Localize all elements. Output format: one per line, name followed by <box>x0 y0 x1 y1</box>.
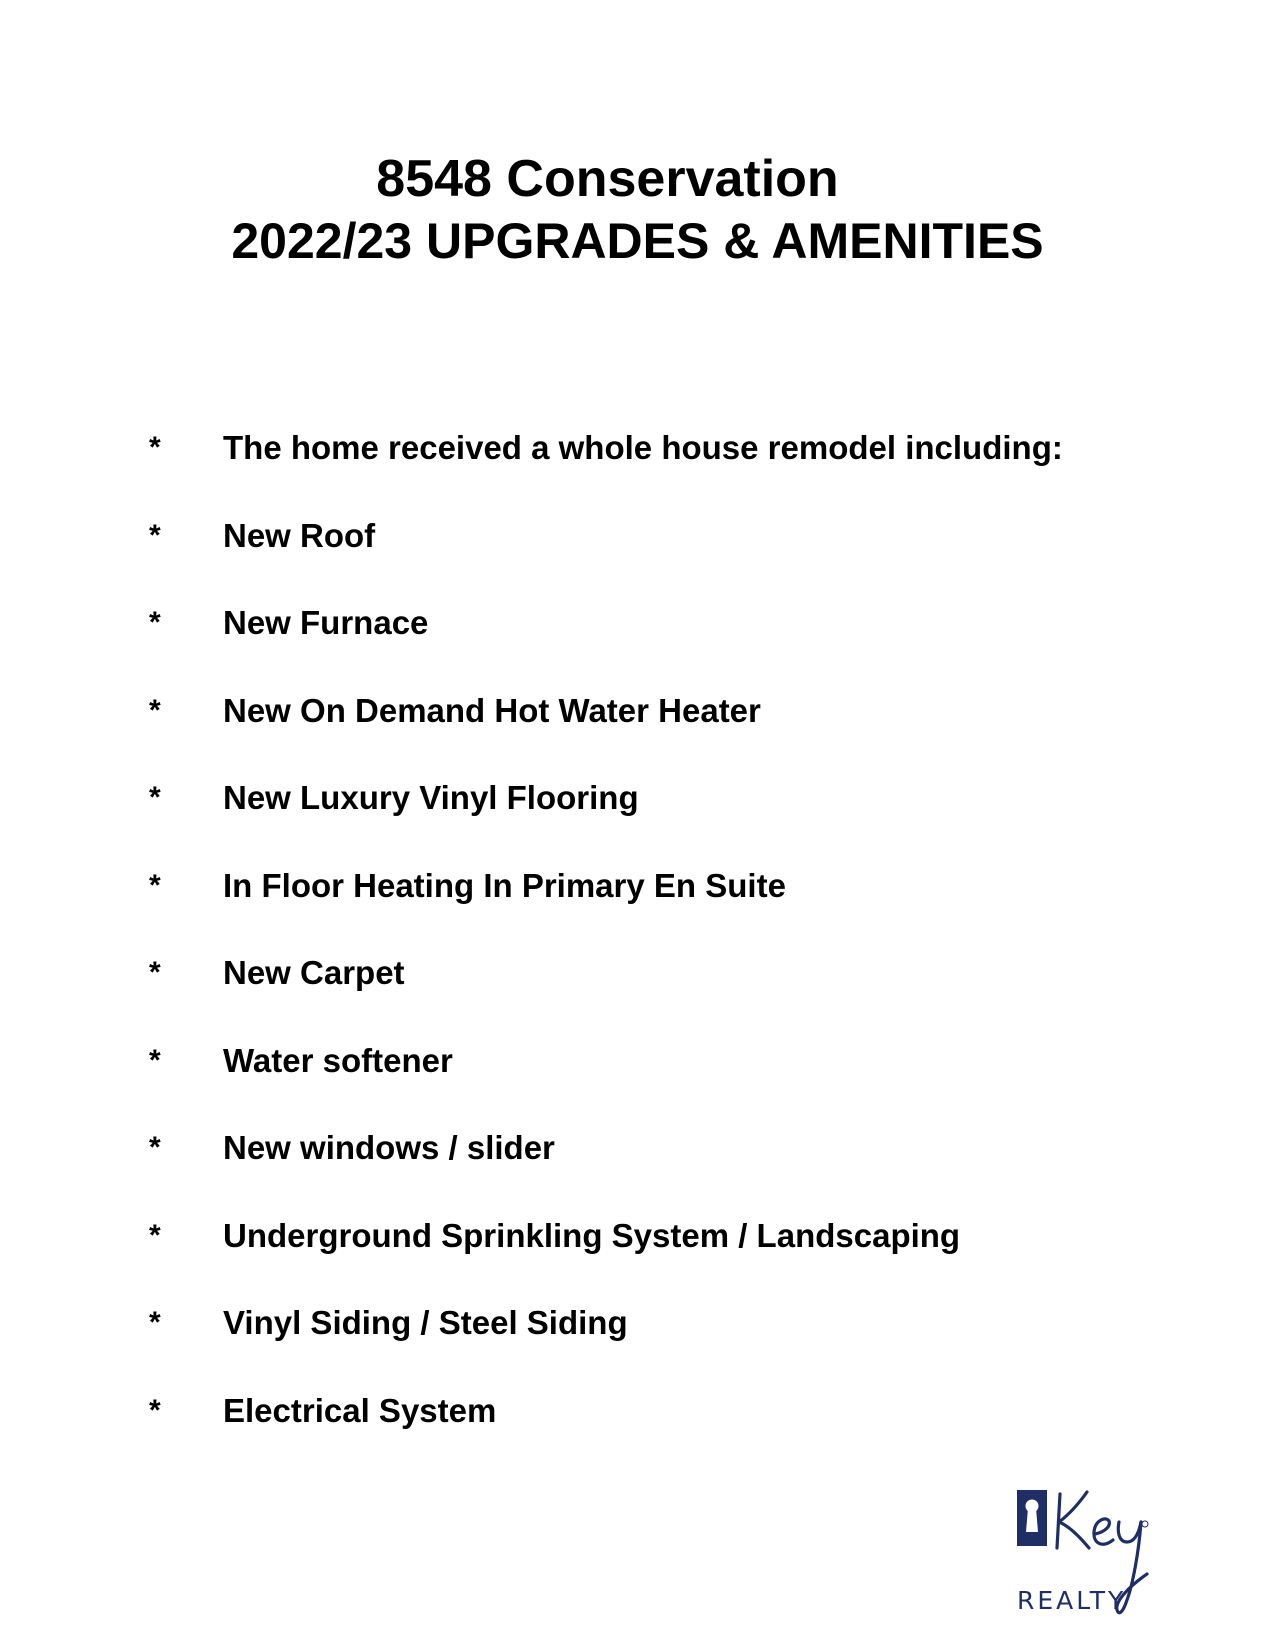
list-item <box>0 516 1275 604</box>
list-item <box>0 603 1275 691</box>
bullet: * <box>149 431 161 464</box>
list-item-text: Water softener <box>223 1041 453 1079</box>
list-item-text: Electrical System <box>223 1391 497 1429</box>
list-item-text: Vinyl Siding / Steel Siding <box>223 1304 628 1341</box>
list-item-text: New windows / slider <box>223 1129 555 1166</box>
upgrades-heading: 2022/23 UPGRADES & AMENITIES <box>231 213 1044 269</box>
trademark-icon <box>1142 1521 1148 1527</box>
page-title <box>0 148 1275 272</box>
list-item <box>0 1216 1275 1304</box>
bullet: * <box>149 1306 161 1339</box>
list-item <box>0 778 1275 866</box>
bullet: * <box>149 956 161 989</box>
amenities-list <box>0 428 1275 1478</box>
list-item <box>0 953 1275 1041</box>
bullet: * <box>149 1043 161 1077</box>
property-address: 8548 Conservation <box>376 150 839 208</box>
bullet: * <box>149 1131 161 1164</box>
list-item-text: New Furnace <box>223 604 429 641</box>
list-item-text: New Roof <box>223 516 376 554</box>
bullet: * <box>149 868 161 902</box>
list-item-text: Underground Sprinkling System / Landscaping <box>223 1216 961 1254</box>
key-realty-logo <box>1015 1488 1195 1628</box>
list-item <box>0 428 1275 516</box>
bullet: * <box>149 606 161 639</box>
list-item <box>0 866 1275 954</box>
logo-subtext: REALTY <box>1017 1586 1127 1615</box>
list-item-text: New On Demand Hot Water Heater <box>223 691 761 729</box>
list-item <box>0 1128 1275 1216</box>
list-item-text: New Carpet <box>223 954 405 991</box>
list-item-text: In Floor Heating In Primary En Suite <box>223 866 786 904</box>
list-item <box>0 691 1275 779</box>
bullet: * <box>149 693 161 727</box>
list-item <box>0 1303 1275 1391</box>
bullet: * <box>149 1393 161 1427</box>
keyhole-icon <box>1017 1490 1047 1546</box>
list-item <box>0 1391 1275 1479</box>
bullet: * <box>149 518 161 552</box>
bullet: * <box>149 781 161 814</box>
bullet: * <box>149 1218 161 1252</box>
list-item-text: New Luxury Vinyl Flooring <box>223 779 639 816</box>
list-item <box>0 1041 1275 1129</box>
list-item-text: The home received a whole house remodel including: <box>223 429 1063 466</box>
